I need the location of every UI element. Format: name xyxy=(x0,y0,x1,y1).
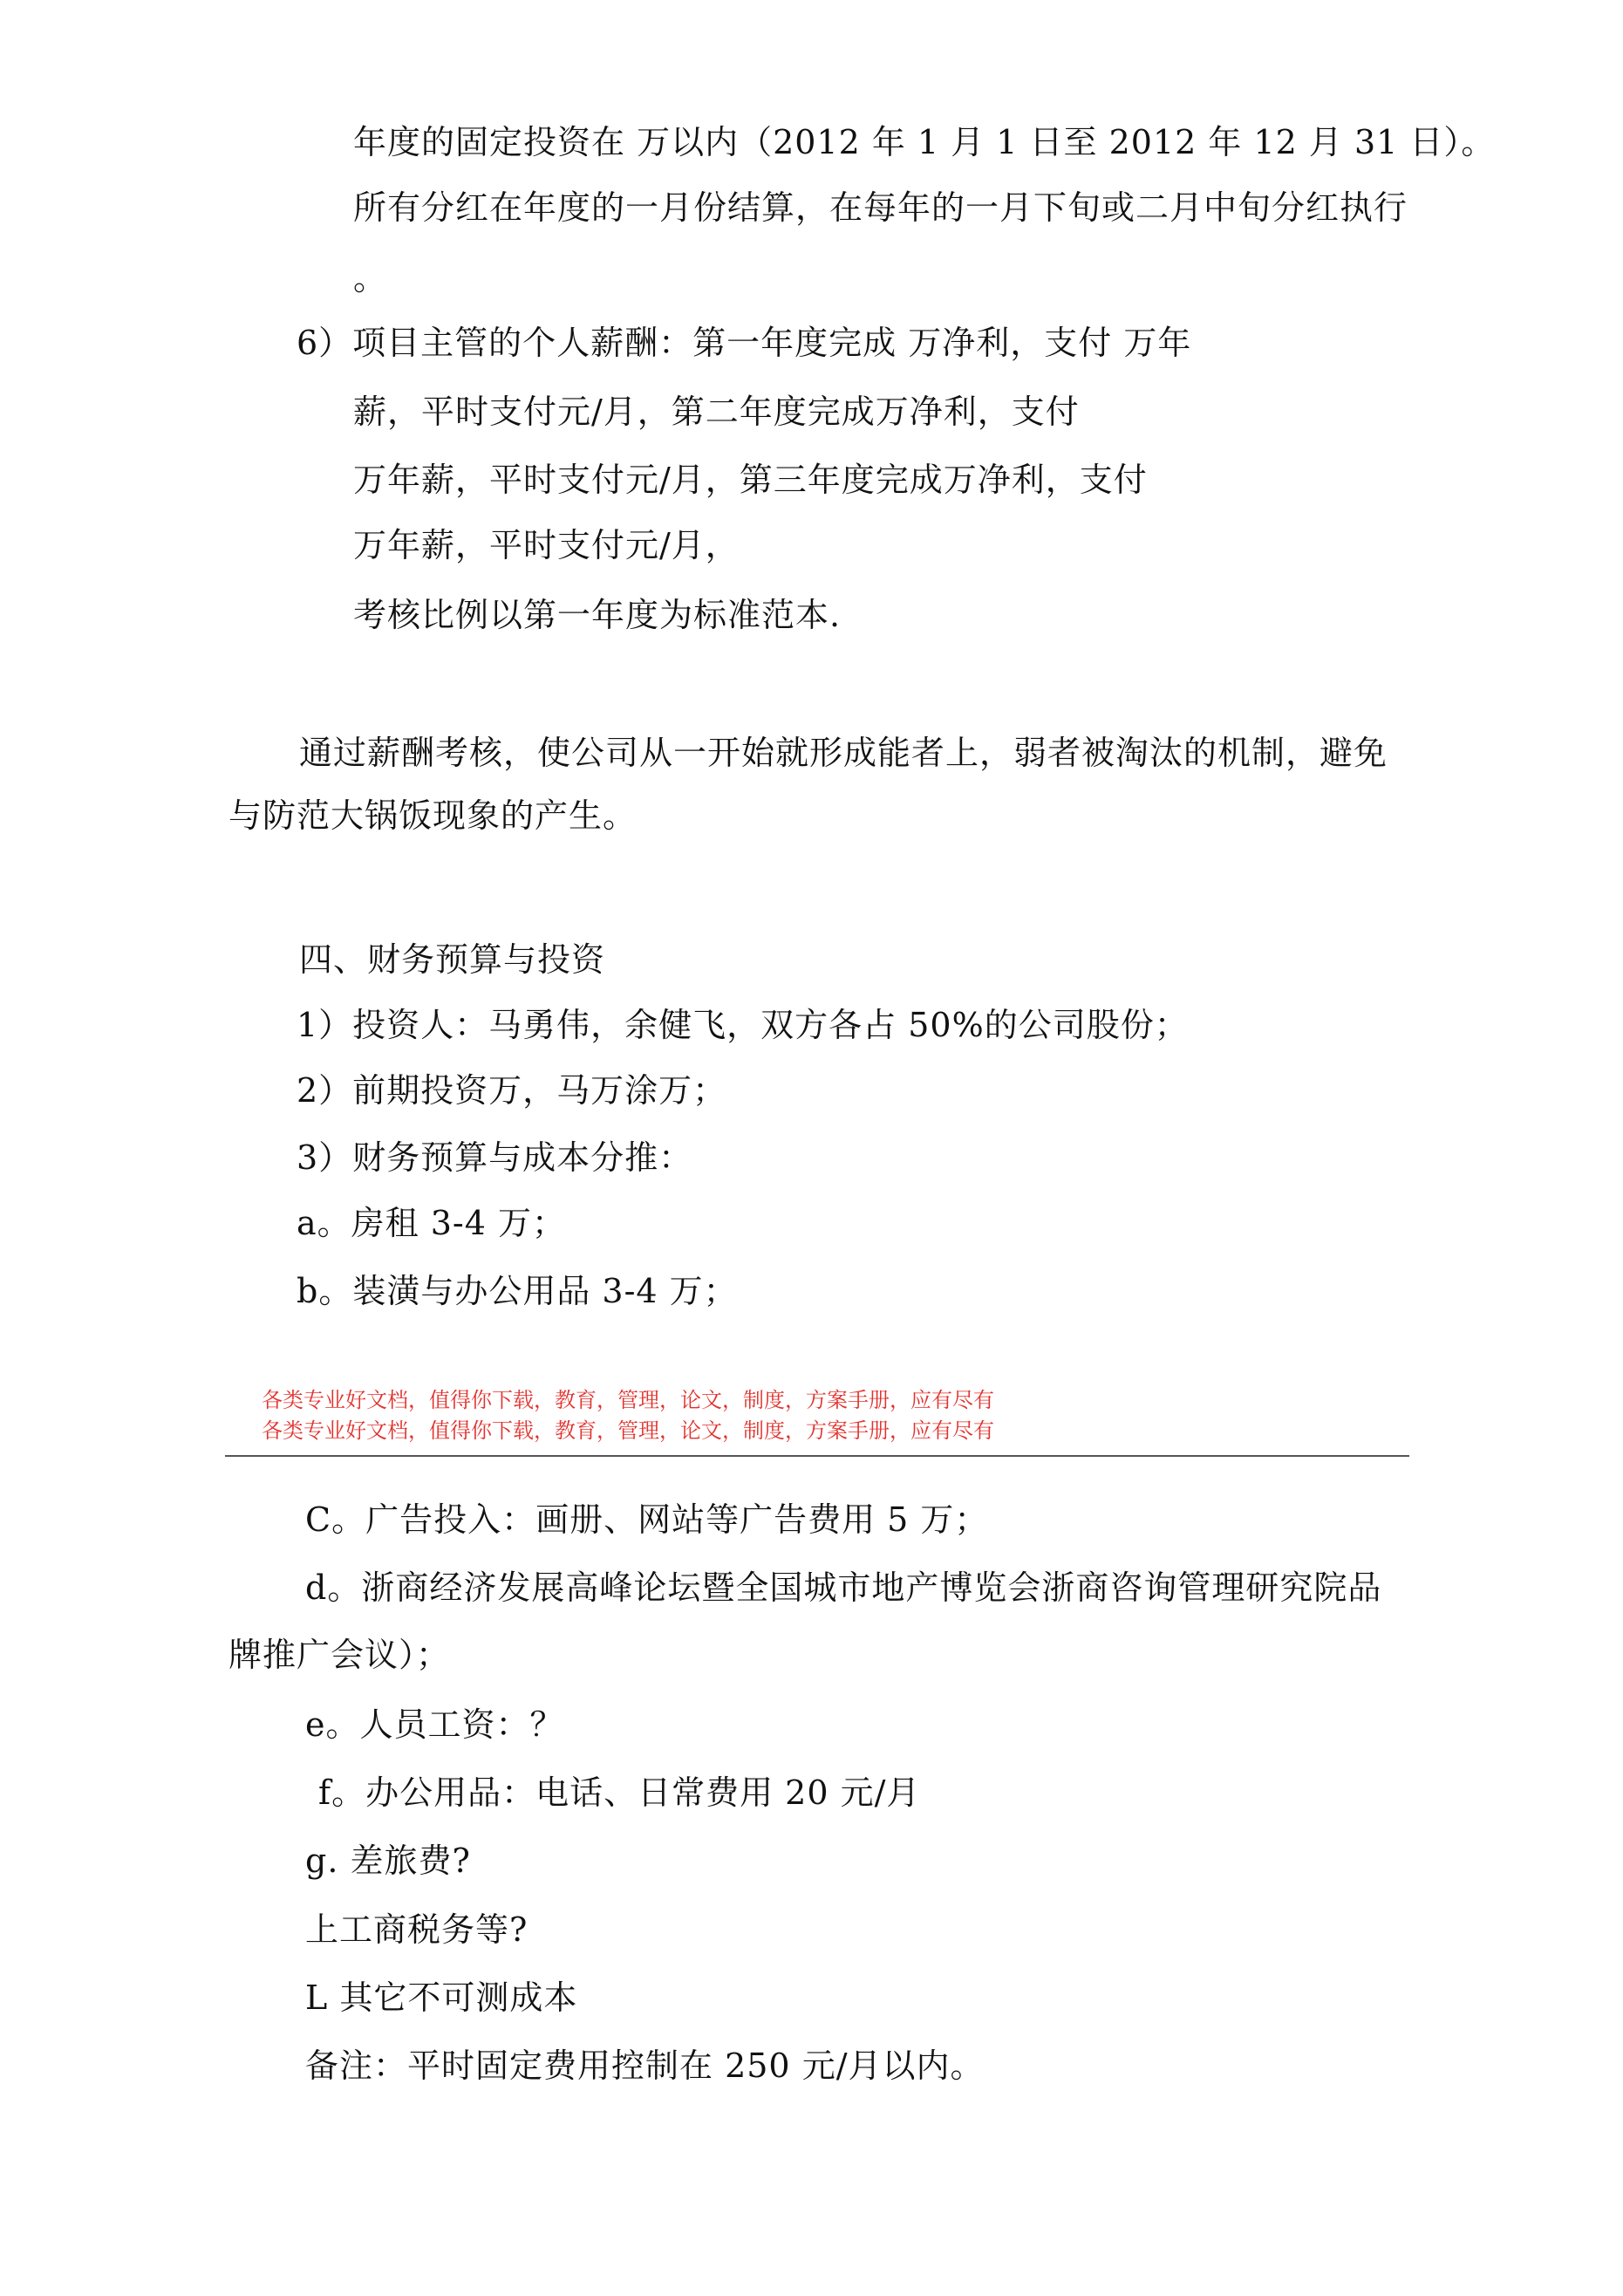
footer-note: 各类专业好文档，值得你下载，教育，管理，论文，制度，方案手册，应有尽有 xyxy=(262,1418,994,1443)
list-item: e。人员工资：？ xyxy=(305,1705,564,1744)
list-item: d。浙商经济发展高峰论坛暨全国城市地产博览会浙商咨询管理研究院品 xyxy=(305,1568,1382,1607)
list-item: g. 差旅费? xyxy=(305,1842,471,1880)
list-item: b。装潢与办公用品 3-4 万； xyxy=(297,1272,738,1310)
text-line: 与防范大锅饭现象的产生。 xyxy=(228,796,638,835)
page-divider xyxy=(225,1455,1409,1457)
text-line: 万年薪，平时支付元/月， xyxy=(353,526,740,564)
list-item: 1）投资人：马勇伟，余健飞，双方各占 50%的公司股份； xyxy=(297,1006,1189,1044)
text-line: 年度的固定投资在 万以内（2012 年 1 月 1 日至 2012 年 12 月 31 日）。 xyxy=(353,123,1496,161)
list-item: f。办公用品：电话、日常费用 20 元/月 xyxy=(318,1773,921,1812)
footer-note: 各类专业好文档，值得你下载，教育，管理，论文，制度，方案手册，应有尽有 xyxy=(262,1388,994,1412)
list-item: 3）财务预算与成本分推： xyxy=(297,1138,693,1177)
text-line: 万年薪，平时支付元/月，第三年度完成万净利，支付 xyxy=(353,461,1148,499)
list-item: L 其它不可测成本 xyxy=(305,1978,578,2017)
section-heading: 四、财务预算与投资 xyxy=(299,940,606,979)
text-line: 薪，平时支付元/月，第二年度完成万净利，支付 xyxy=(353,393,1080,431)
text-line: 考核比例以第一年度为标准范本. xyxy=(353,596,842,634)
text-line: 牌推广会议）； xyxy=(228,1636,451,1674)
note-line: 备注：平时固定费用控制在 250 元/月以内。 xyxy=(305,2047,985,2085)
list-item: 6）项目主管的个人薪酬：第一年度完成 万净利，支付 万年 xyxy=(297,324,1192,362)
list-item: 2）前期投资万，马万涂万； xyxy=(297,1071,727,1110)
list-item: a。房租 3-4 万； xyxy=(297,1204,567,1242)
text-line: 通过薪酬考核，使公司从一开始就形成能者上，弱者被淘汰的机制，避免 xyxy=(299,734,1388,772)
text-line: 所有分红在年度的一月份结算，在每年的一月下旬或二月中旬分红执行 xyxy=(353,188,1408,227)
list-item: 上工商税务等? xyxy=(305,1910,528,1949)
text-line: 。 xyxy=(353,259,388,297)
list-item: C。广告投入：画册、网站等广告费用 5 万； xyxy=(305,1500,989,1539)
